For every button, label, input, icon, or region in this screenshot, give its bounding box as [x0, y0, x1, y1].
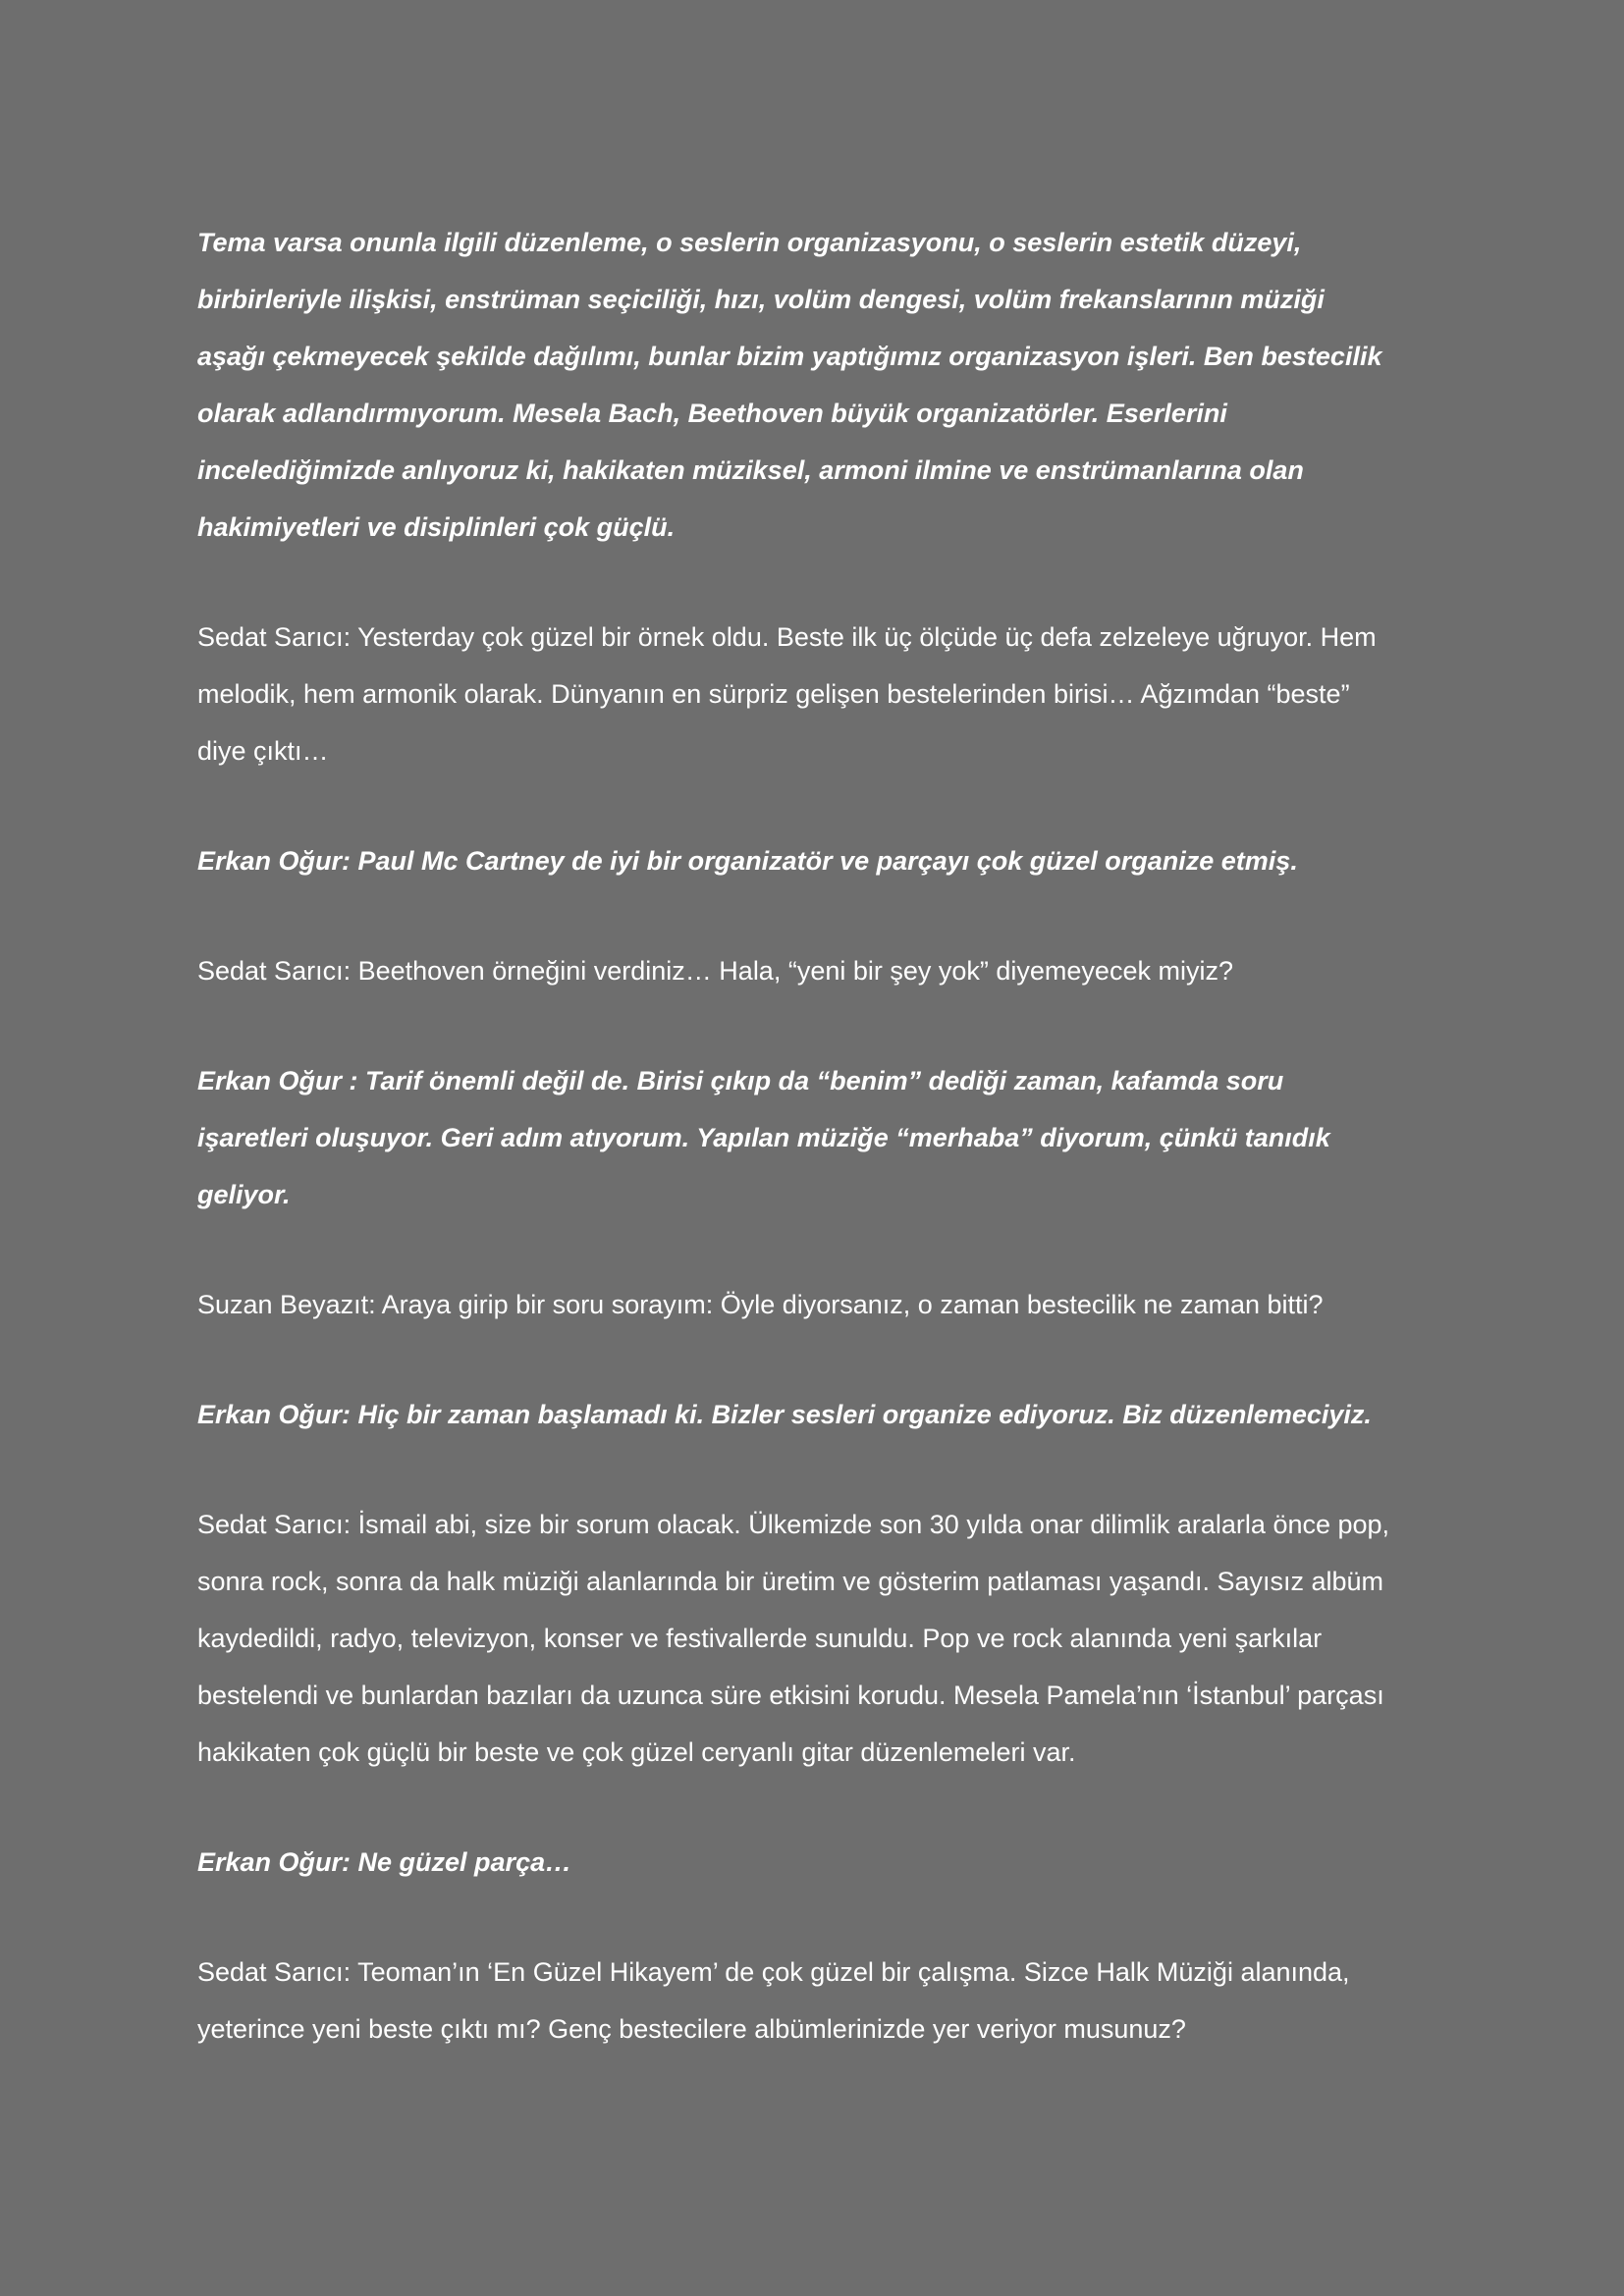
text-line: melodik, hem armonik olarak. Dünyanın en sürpriz gelişen bestelerinden birisi… Ağzımdan “beste”: [197, 679, 1350, 709]
interview-question-paragraph: [197, 1276, 1428, 1333]
paragraph-gap: [197, 1443, 1428, 1496]
text-line: Sedat Sarıcı: Beethoven örneğini verdiniz… Hala, “yeni bir şey yok” diyemeyecek miyiz?: [197, 956, 1233, 986]
paragraph-gap: [197, 1781, 1428, 1834]
text-line: diye çıktı…: [197, 736, 329, 766]
paragraph-gap: [197, 1333, 1428, 1386]
paragraph-gap: [197, 1223, 1428, 1276]
text-line: aşağı çekmeyecek şekilde dağılımı, bunlar bizim yaptığımız organizasyon işleri. Ben bestecilik: [197, 342, 1382, 371]
text-line: Sedat Sarıcı: Teoman’ın ‘En Güzel Hikayem’ de çok güzel bir çalışma. Sizce Halk Müziği alanında,: [197, 1957, 1350, 1987]
interview-question-paragraph: [197, 1496, 1428, 1781]
text-line: bestelendi ve bunlardan bazıları da uzunca süre etkisini korudu. Mesela Pamela’nın ‘İstanbul’ parçası: [197, 1681, 1384, 1710]
text-line: olarak adlandırmıyorum. Mesela Bach, Beethoven büyük organizatörler. Eserlerini: [197, 399, 1227, 428]
text-line: Erkan Oğur: Paul Mc Cartney de iyi bir organizatör ve parçayı çok güzel organize etmiş.: [197, 846, 1298, 876]
paragraph-gap: [197, 1891, 1428, 1944]
interview-question-paragraph: [197, 609, 1428, 779]
interview-answer-paragraph: [197, 214, 1428, 556]
paragraph-gap: [197, 556, 1428, 609]
interview-question-paragraph: [197, 1944, 1428, 2057]
text-line: Erkan Oğur: Ne güzel parça…: [197, 1847, 572, 1877]
interview-answer-paragraph: [197, 1052, 1428, 1223]
text-line: Sedat Sarıcı: İsmail abi, size bir sorum olacak. Ülkemizde son 30 yılda onar dilimlik aralarla önce pop,: [197, 1510, 1390, 1539]
text-line: hakimiyetleri ve disiplinleri çok güçlü.: [197, 512, 676, 542]
interview-answer-paragraph: [197, 1834, 1428, 1891]
text-line: hakikaten çok güçlü bir beste ve çok güzel ceryanlı gitar düzenlemeleri var.: [197, 1737, 1076, 1767]
paragraph-gap: [197, 779, 1428, 832]
paragraph-gap: [197, 889, 1428, 942]
paragraph-gap: [197, 999, 1428, 1052]
text-line: işaretleri oluşuyor. Geri adım atıyorum. Yapılan müziğe “merhaba” diyorum, çünkü tanıdık: [197, 1123, 1330, 1152]
text-line: birbirleriyle ilişkisi, enstrüman seçiciliği, hızı, volüm dengesi, volüm frekanslarının müziği: [197, 285, 1325, 314]
text-line: sonra rock, sonra da halk müziği alanlarında bir üretim ve gösterim patlaması yaşandı. Sayısız albüm: [197, 1567, 1384, 1596]
text-line: Suzan Beyazıt: Araya girip bir soru sorayım: Öyle diyorsanız, o zaman bestecilik ne zaman bitti?: [197, 1290, 1324, 1319]
text-line: Tema varsa onunla ilgili düzenleme, o seslerin organizasyonu, o seslerin estetik düzeyi,: [197, 228, 1302, 257]
text-line: kaydedildi, radyo, televizyon, konser ve festivallerde sunuldu. Pop ve rock alanında yeni şarkılar: [197, 1624, 1323, 1653]
text-line: Erkan Oğur: Hiç bir zaman başlamadı ki. Bizler sesleri organize ediyoruz. Biz düzenlemeciyiz.: [197, 1400, 1372, 1429]
document-body: [197, 214, 1428, 2057]
text-line: geliyor.: [197, 1180, 291, 1209]
interview-answer-paragraph: [197, 832, 1428, 889]
text-line: Erkan Oğur : Tarif önemli değil de. Birisi çıkıp da “benim” dediği zaman, kafamda soru: [197, 1066, 1284, 1095]
text-line: Sedat Sarıcı: Yesterday çok güzel bir örnek oldu. Beste ilk üç ölçüde üç defa zelzeleye uğruyor. Hem: [197, 622, 1377, 652]
interview-question-paragraph: [197, 942, 1428, 999]
text-line: yeterince yeni beste çıktı mı? Genç bestecilere albümlerinizde yer veriyor musunuz?: [197, 2014, 1186, 2044]
text-line: incelediğimizde anlıyoruz ki, hakikaten müziksel, armoni ilmine ve enstrümanlarına olan: [197, 455, 1304, 485]
interview-answer-paragraph: [197, 1386, 1428, 1443]
